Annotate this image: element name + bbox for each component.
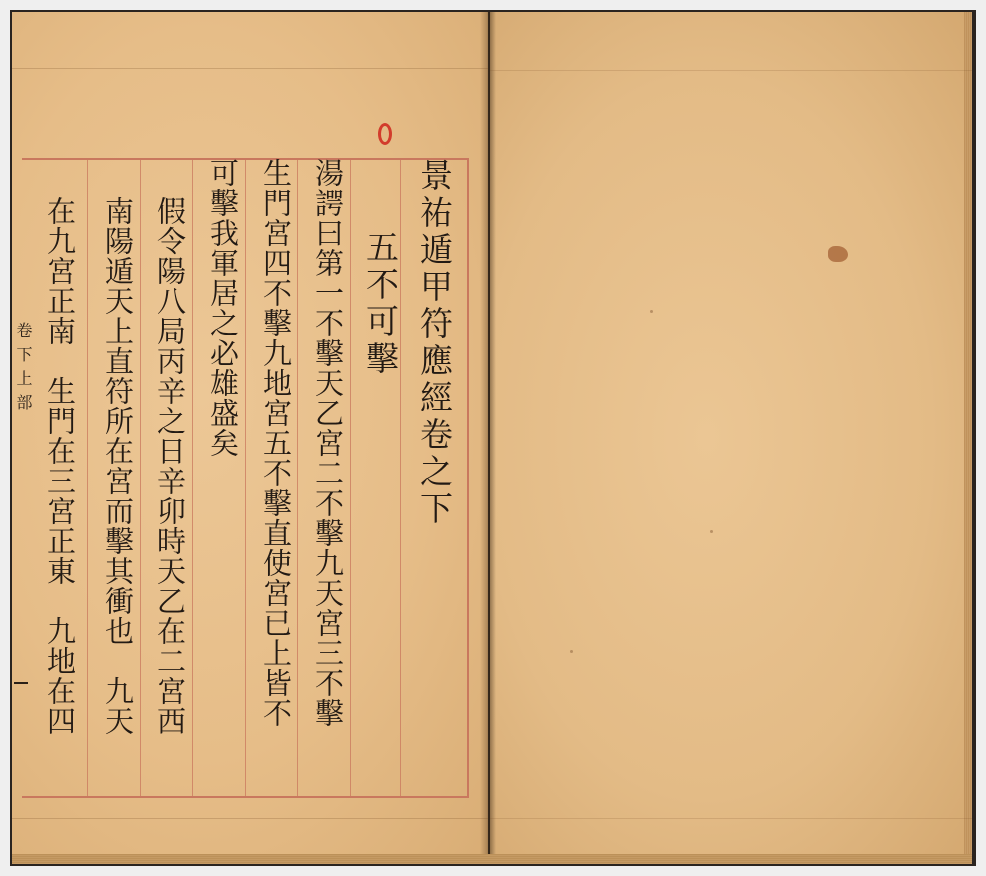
text-column: 可擊我軍居之必雄盛矣 bbox=[206, 158, 240, 458]
red-seal-mark bbox=[378, 123, 392, 145]
right-fold-bottom bbox=[490, 818, 972, 819]
fold-line-top bbox=[12, 68, 488, 69]
book-spread bbox=[10, 10, 976, 866]
paper-speck bbox=[570, 650, 573, 653]
book-gutter bbox=[480, 12, 496, 862]
text-column: 南陽遁天上直符所在宮而擊其衝也 九天 bbox=[101, 196, 135, 736]
paper-speck bbox=[650, 310, 653, 313]
text-column: 生門宮四不擊九地宮五不擊直使宮已上皆不 bbox=[259, 158, 293, 728]
column-rule bbox=[140, 160, 141, 796]
right-page-blank bbox=[490, 12, 972, 862]
text-column-heading: 五不可擊 bbox=[361, 230, 400, 378]
page-edges-bottom bbox=[12, 854, 972, 864]
column-rule bbox=[400, 160, 401, 796]
page-edges-right bbox=[964, 12, 972, 862]
paper-stain bbox=[828, 246, 848, 262]
column-rule bbox=[87, 160, 88, 796]
column-rule bbox=[350, 160, 351, 796]
column-rule bbox=[245, 160, 246, 796]
text-column: 在九宮正南 生門在三宮正東 九地在四 bbox=[43, 196, 77, 736]
page-number-mark bbox=[14, 682, 28, 684]
column-rule bbox=[192, 160, 193, 796]
right-fold-top bbox=[490, 70, 972, 71]
text-column: 假令陽八局丙辛之日辛卯時天乙在二宮西 bbox=[153, 196, 187, 736]
text-column-title: 景祐遁甲符應經卷之下 bbox=[415, 158, 454, 528]
text-column: 湯諤曰第一不擊天乙宮二不擊九天宮三不擊 bbox=[311, 158, 345, 728]
fold-line-bottom bbox=[12, 818, 488, 819]
paper-speck bbox=[710, 530, 713, 533]
column-rule bbox=[297, 160, 298, 796]
margin-label: 卷下上部 bbox=[14, 322, 33, 418]
